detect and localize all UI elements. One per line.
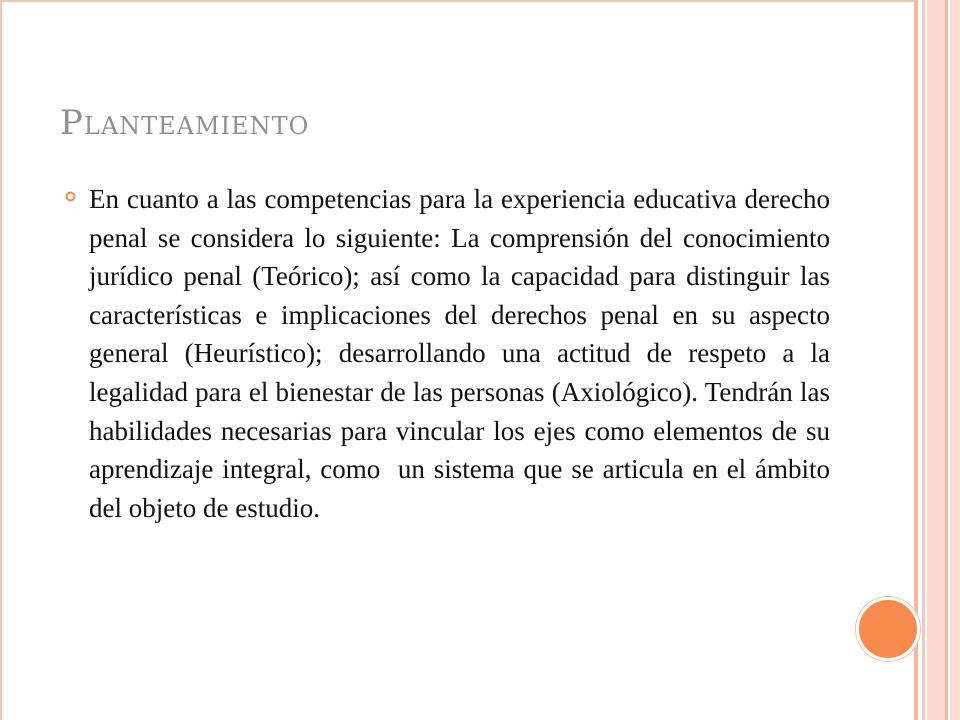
- stripe: [945, 0, 948, 720]
- circle-bullet-icon: [65, 191, 76, 202]
- bullet-list: [60, 180, 837, 527]
- frame-top-border: [0, 0, 918, 2]
- slide-title: Planteamiento: [60, 103, 310, 143]
- bullet-text: En cuanto a las competencias para la experiencia educativa derecho penal se considera lo siguiente: La comprensión del conocimiento jurídico penal (Teórico); así como la capacidad para distinguir las características e implicaciones del derechos penal en su aspecto general (Heurístico); desarrollando una actitud de respeto a la legalidad para el bienestar de las personas (Axiológico). Tendrán las habilidades necesarias para vincular los ejes como elementos de su aprendizaje integral, como un sistema que se articula en el ámbito del objeto de estudio.: [89, 184, 837, 523]
- stripe: [922, 0, 925, 720]
- list-item: [60, 180, 837, 527]
- decorative-stripes: [914, 0, 960, 720]
- stripe: [927, 0, 945, 720]
- stripe: [950, 0, 960, 720]
- decorative-circle-icon: [856, 597, 920, 661]
- frame-left-border: [0, 0, 2, 720]
